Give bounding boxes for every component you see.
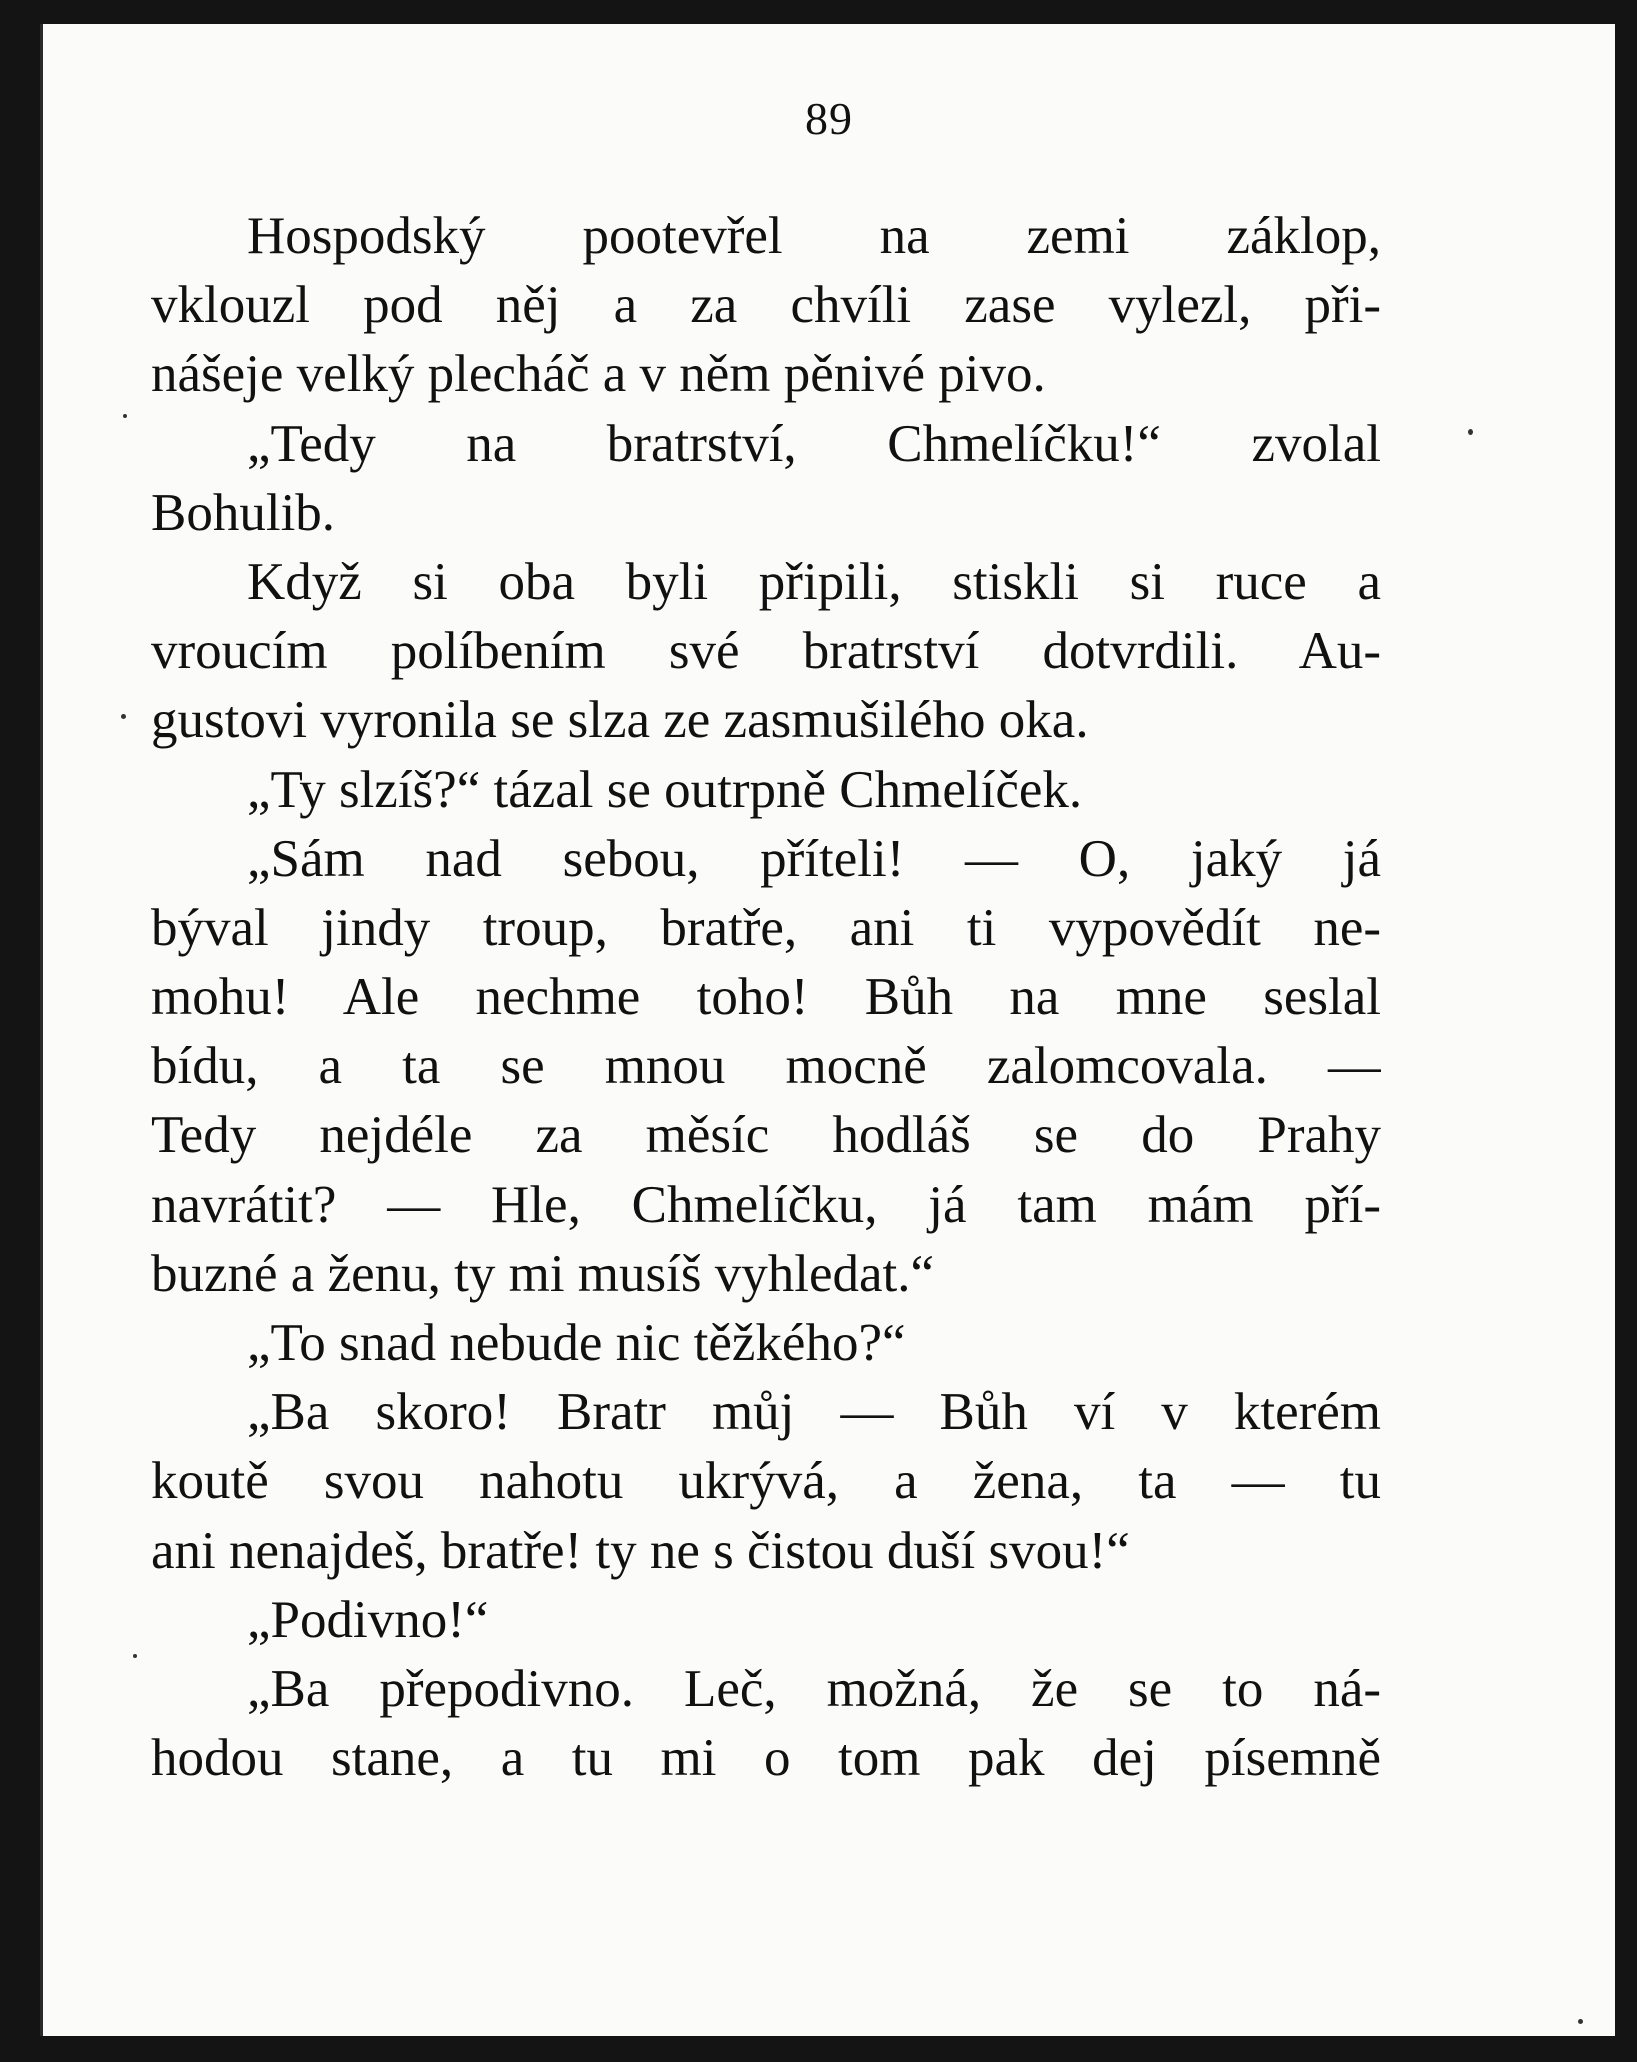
text-line: býval jindy troup, bratře, ani ti vypovědít ne- — [151, 898, 1381, 957]
scan-speck — [121, 714, 126, 719]
text-line: nášeje velký plecháč a v něm pěnivé pivo. — [151, 345, 1046, 404]
text-line: „Ba skoro! Bratr můj — Bůh ví v kterém — [247, 1383, 1381, 1442]
text-line: „Ty slzíš?“ tázal se outrpně Chmelíček. — [247, 760, 1083, 819]
text-line: „Ba přepodivno. Leč, možná, že se to ná- — [247, 1659, 1381, 1718]
text-line: hodou stane, a tu mi o tom pak dej písemně — [151, 1729, 1381, 1788]
page-number: 89 — [805, 93, 853, 144]
text-line: buzné a ženu, ty mi musíš vyhledat.“ — [151, 1244, 935, 1303]
text-line: „Sám nad sebou, příteli! — O, jaký já — [247, 829, 1381, 888]
scan-speck — [123, 414, 127, 418]
text-line: gustovi vyronila se slza ze zasmušilého oka. — [151, 691, 1089, 750]
text-line: „Tedy na bratrství, Chmelíčku!“ zvolal — [247, 414, 1381, 473]
scan-speck — [1578, 2019, 1583, 2024]
text-line: Tedy nejdéle za měsíc hodláš se do Prahy — [151, 1106, 1381, 1165]
text-line: vklouzl pod něj a za chvíli zase vylezl, při- — [151, 276, 1381, 335]
text-line: navrátit? — Hle, Chmelíčku, já tam mám pří- — [151, 1175, 1381, 1234]
scan-speck — [133, 1654, 137, 1658]
text-line: mohu! Ale nechme toho! Bůh na mne seslal — [151, 968, 1381, 1027]
body-text — [151, 202, 1381, 1793]
text-line: bídu, a ta se mnou mocně zalomcovala. — — [151, 1037, 1381, 1096]
text-line: Bohulib. — [151, 483, 336, 542]
text-line: Když si oba byli připili, stiskli si ruce a — [247, 552, 1381, 611]
text-line: ani nenajdeš, bratře! ty ne s čistou duší svou!“ — [151, 1521, 1130, 1580]
scan-speck — [1468, 429, 1473, 435]
text-line: koutě svou nahotu ukrývá, a žena, ta — tu — [151, 1452, 1381, 1511]
text-line: Hospodský pootevřel na zemi záklop, — [247, 207, 1381, 265]
text-line: vroucím políbením své bratrství dotvrdili. Au- — [151, 622, 1381, 681]
text-line: „Podivno!“ — [247, 1590, 489, 1649]
book-page — [40, 24, 1615, 2036]
text-line: „To snad nebude nic těžkého?“ — [247, 1314, 906, 1372]
